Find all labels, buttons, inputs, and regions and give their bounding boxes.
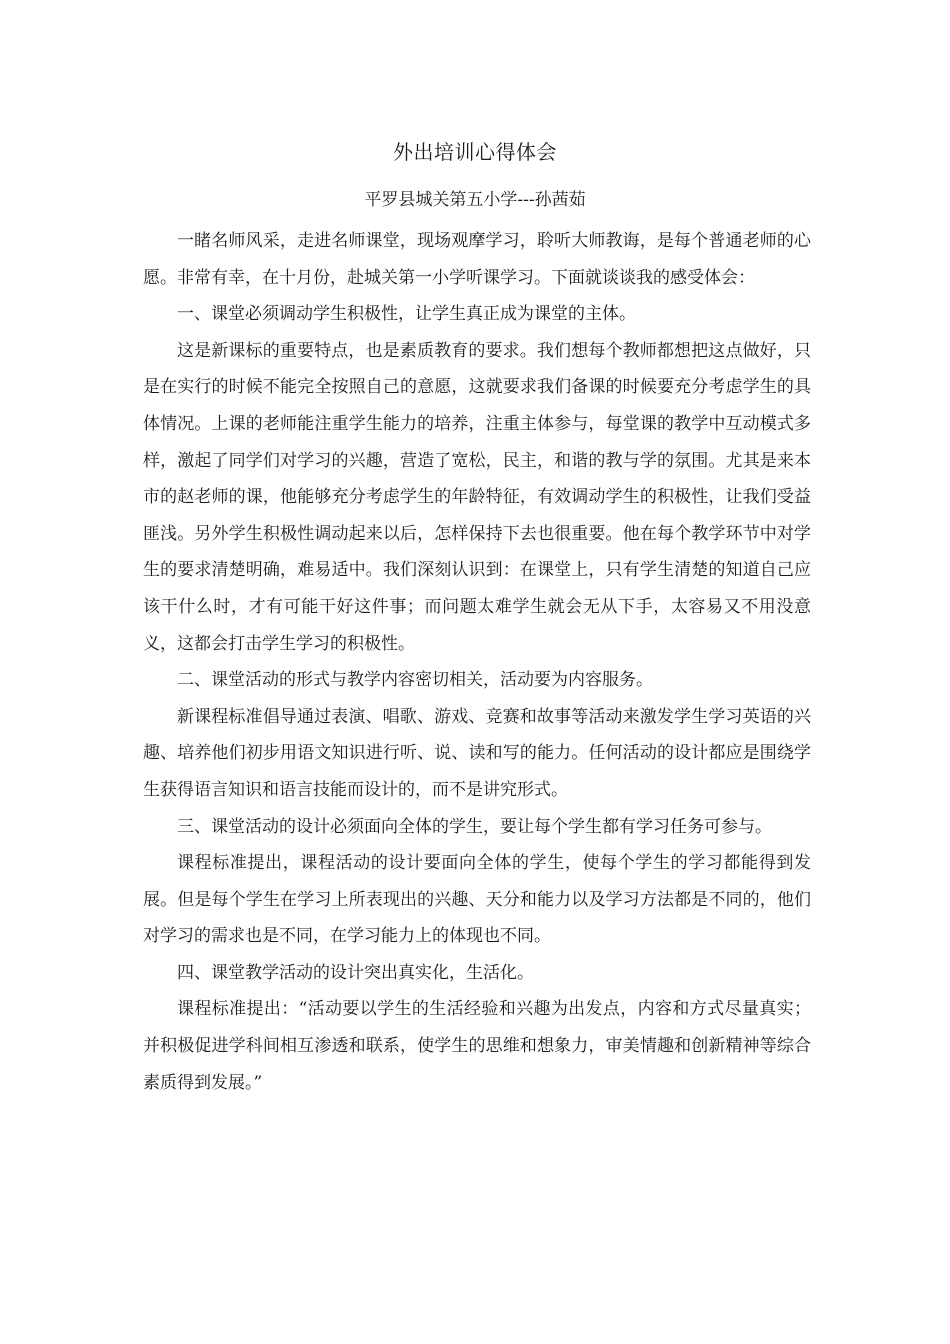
paragraph-point-1: 这是新课标的重要特点，也是素质教育的要求。我们想每个教师都想把这点做好，只是在实行的时候不能完全按照自己的意愿，这就要求我们备课的时候要充分考虑学生的具体情况。上课的老师能注重学生能力的培养，注重主体参与，每堂课的教学中互动模式多样，激起了同学们对学习的兴趣，营造了宽松，民主，和谐的教与学的氛围。尤其是来本市的赵老师的课，他能够充分考虑学生的年龄特征，有效调动学生的积极性，让我们受益匪浅。另外学生积极性调动起来以后，怎样保持下去也很重要。他在每个教学环节中对学生的要求清楚明确，难易适中。我们深刻认识到：在课堂上，只有学生清楚的知道自己应该干什么时，才有可能干好这件事；而问题太难学生就会无从下手，太容易又不用没意义，这都会打击学生学习的积极性。: [143, 340, 811, 654]
document-body: [143, 223, 811, 1101]
author-line: 平罗县城关第五小学---孙茜茹: [364, 190, 586, 210]
paragraph-point-3: 课程标准提出，课程活动的设计要面向全体的学生，使每个学生的学习都能得到发展。但是每个学生在学习上所表现出的兴趣、天分和能力以及学习方法都是不同的，他们对学习的需求也是不同，在学习能力上的体现也不同。: [143, 853, 811, 947]
paragraph-intro: 一睹名师风采，走进名师课堂，现场观摩学习，聆听大师教诲，是每个普通老师的心愿。非常有幸，在十月份，赴城关第一小学听课学习。下面就谈谈我的感受体会：: [143, 231, 811, 288]
heading-point-2: 二、课堂活动的形式与教学内容密切相关，活动要为内容服务。: [177, 670, 653, 691]
heading-point-4: 四、课堂教学活动的设计突出真实化，生活化。: [177, 962, 534, 983]
paragraph-point-2: 新课程标准倡导通过表演、唱歌、游戏、竞赛和故事等活动来激发学生学习英语的兴趣、培养他们初步用语文知识进行听、说、读和写的能力。任何活动的设计都应是围绕学生获得语言知识和语言技能而设计的，而不是讲究形式。: [143, 706, 811, 800]
heading-point-3: 三、课堂活动的设计必须面向全体的学生，要让每个学生都有学习任务可参与。: [177, 816, 772, 837]
document-title: 外出培训心得体会: [393, 140, 557, 164]
paragraph-point-4: 课程标准提出：“活动要以学生的生活经验和兴趣为出发点，内容和方式尽量真实；并积极促进学科间相互渗透和联系，使学生的思维和想象力，审美情趣和创新精神等综合素质得到发展。”: [143, 999, 811, 1093]
heading-point-1: 一、课堂必须调动学生积极性，让学生真正成为课堂的主体。: [177, 304, 636, 325]
